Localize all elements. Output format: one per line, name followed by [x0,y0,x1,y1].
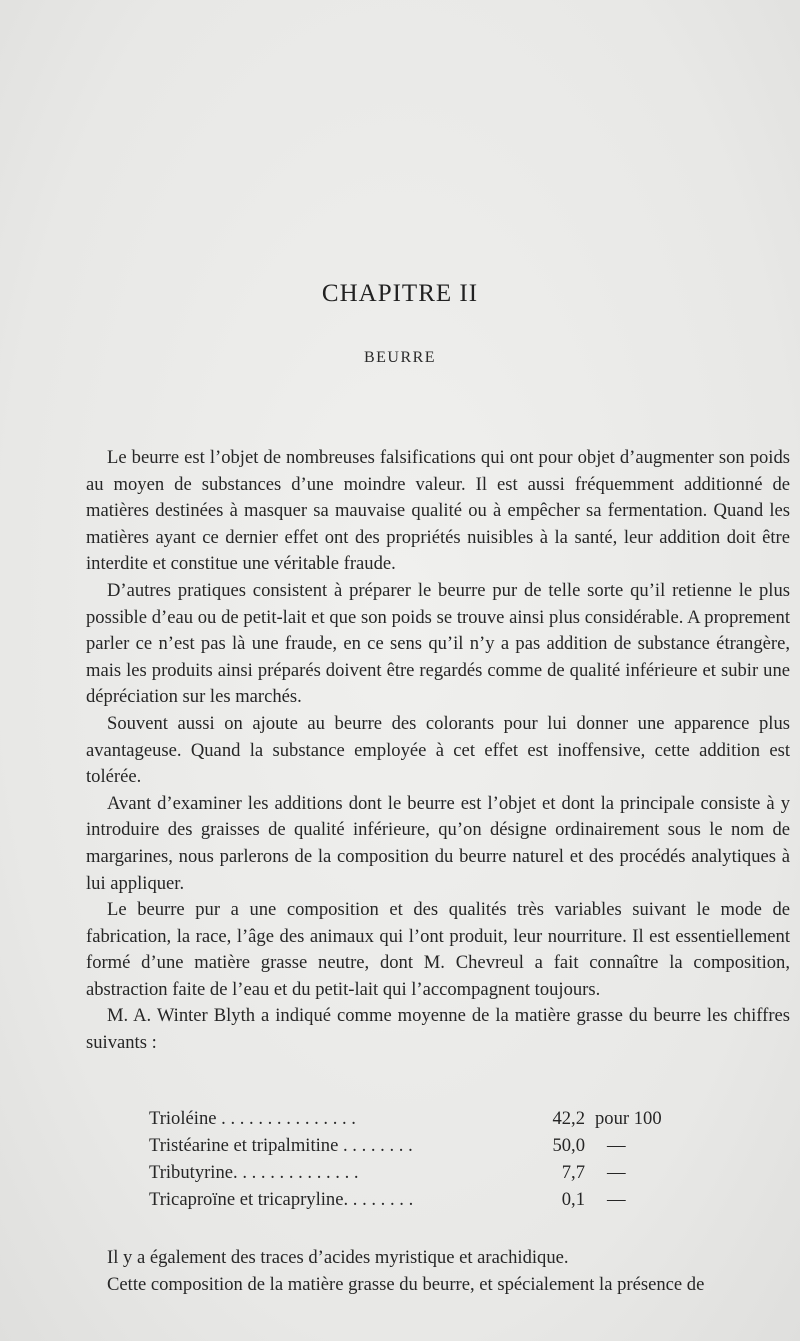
closing-text [86,1244,790,1298]
paragraph: Souvent aussi on ajoute au beurre des colorants pour lui donner une apparence plus avantageuse. Quand la substance employée à cet effet est inoffensive, cette addition est tolérée. [86,712,790,788]
composition-row [149,1159,709,1186]
component-value: 50,0 [552,1135,585,1156]
component-unit: — [607,1189,626,1210]
chapter-title: CHAPITRE II [321,280,479,307]
component-value: 0,1 [561,1189,585,1210]
paragraph: M. A. Winter Blyth a indiqué comme moyenne de la matière grasse du beurre les chiffres suivants : [86,1005,790,1054]
paragraph: Cette composition de la matière grasse du beurre, et spécialement la présence de [107,1274,705,1295]
composition-table [149,1105,709,1213]
paragraph: Avant d’examiner les additions dont le beurre est l’objet et dont la principale consiste à y introduire des graisses de qualité inférieure, qu’on désigne ordinairement sous le nom de margarines, nous parlerons de la composition du beurre naturel et des procédés analytiques à lui appliquer. [86,792,790,894]
paragraph: Le beurre est l’objet de nombreuses falsifications qui ont pour objet d’augmenter son poids au moyen de substances d’une moindre valeur. Il est aussi fréquemment additionné de matières destinées à masquer sa mauvaise qualité ou à empêcher sa fermentation. Quand les matières ayant ce dernier effet ont des propriétés nuisibles à la santé, leur addition doit être interdite et constitue une véritable fraude. [86,447,790,575]
composition-row [149,1132,709,1159]
dot-leader: . . . . . . . . . . . . . . [233,1162,359,1183]
composition-row [149,1105,709,1132]
dot-leader: . . . . . . . . [338,1135,413,1156]
component-value: 42,2 [552,1108,585,1129]
component-unit: pour 100 [595,1108,662,1129]
composition-row [149,1186,709,1213]
component-name: Tributyrine [149,1162,234,1183]
dot-leader: . . . . . . . . [343,1189,414,1210]
section-title: BEURRE [363,349,437,366]
body-text [86,445,790,1057]
paragraph: D’autres pratiques consistent à préparer le beurre pur de telle sorte qu’il retienne le plus possible d’eau ou de petit-lait et que son poids se trouve ainsi plus considérable. A proprement parler ce n’est pas là une fraude, en ce sens qu’il n’y a pas addition de substance étrangère, mais les produits ainsi préparés doivent être regardés comme de qualité inférieure et subir une dépréciation sur les marchés. [86,579,790,708]
component-unit: — [607,1162,626,1183]
component-name: Trioléine [149,1108,217,1129]
component-value: 7,7 [561,1162,585,1183]
component-name: Tristéarine et tripalmitine [149,1135,339,1156]
dot-leader: . . . . . . . . . . . . . . . [216,1108,356,1129]
paragraph: Le beurre pur a une composition et des qualités très variables suivant le mode de fabrication, la race, l’âge des animaux qui l’ont produit, leur nourriture. Il est essentiellement formé d’une matière grasse neutre, dont M. Chevreul a fait connaître la composition, abstraction faite de l’eau et du petit-lait qui l’accompagnent toujours. [86,899,790,1000]
component-name: Tricaproïne et tricapryline [149,1189,344,1210]
paragraph: Il y a également des traces d’acides myristique et arachidique. [107,1247,569,1268]
component-unit: — [607,1135,626,1156]
